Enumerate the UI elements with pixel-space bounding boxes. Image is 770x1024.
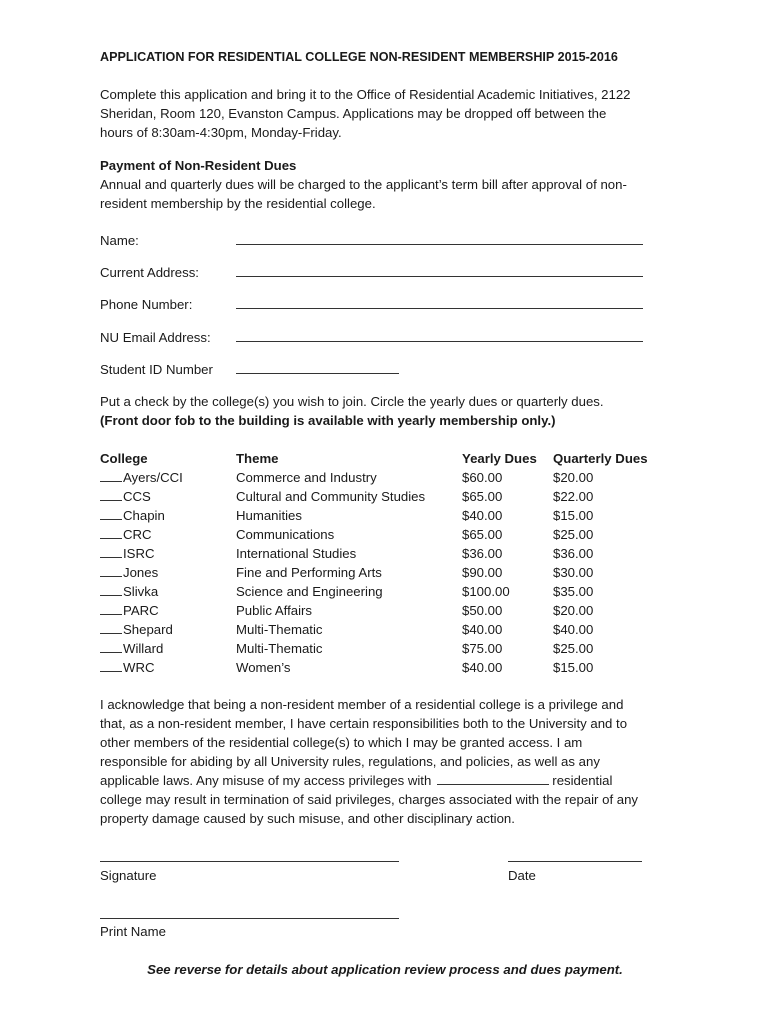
- yearly-dues-cell[interactable]: $50.00: [462, 603, 503, 618]
- quarterly-dues-cell[interactable]: $25.00: [553, 641, 594, 656]
- instructions-line: Put a check by the college(s) you wish to join. Circle the yearly dues or quarterly dues.: [100, 394, 604, 409]
- phone-label: Phone Number:: [100, 297, 193, 312]
- ack-line-text: residential: [552, 773, 613, 788]
- instructions: [100, 392, 680, 430]
- signature-field[interactable]: [100, 861, 399, 862]
- table-row: [100, 582, 663, 601]
- intro-paragraph: [100, 85, 680, 142]
- college-cell: [100, 658, 236, 677]
- footer-note: See reverse for details about application review process and dues payment.: [147, 962, 623, 977]
- yearly-dues-cell[interactable]: $40.00: [462, 508, 503, 523]
- intro-line: Sheridan, Room 120, Evanston Campus. Applications may be dropped off between the: [100, 106, 607, 121]
- intro-line: Complete this application and bring it to the Office of Residential Academic Initiatives, 2122: [100, 87, 631, 102]
- name-field[interactable]: [236, 244, 643, 245]
- table-row: [100, 468, 663, 487]
- college-checkbox-blank[interactable]: [100, 507, 122, 520]
- college-checkbox-blank[interactable]: [100, 469, 122, 482]
- table-row: [100, 639, 663, 658]
- table-row: [100, 544, 663, 563]
- quarterly-dues-cell[interactable]: $20.00: [553, 603, 594, 618]
- college-cell: [100, 601, 236, 620]
- quarterly-dues-cell[interactable]: $25.00: [553, 527, 594, 542]
- quarterly-dues-cell[interactable]: $30.00: [553, 565, 594, 580]
- quarterly-dues-cell[interactable]: $20.00: [553, 470, 594, 485]
- theme-cell: Women’s: [236, 660, 291, 675]
- yearly-dues-cell[interactable]: $100.00: [462, 584, 510, 599]
- college-cell: [100, 487, 236, 506]
- email-field[interactable]: [236, 341, 643, 342]
- theme-cell: Commerce and Industry: [236, 470, 377, 485]
- date-field[interactable]: [508, 861, 642, 862]
- college-name: Shepard: [123, 622, 173, 637]
- theme-cell: Science and Engineering: [236, 584, 383, 599]
- theme-cell: Communications: [236, 527, 335, 542]
- college-name: WRC: [123, 660, 155, 675]
- college-cell: [100, 582, 236, 601]
- quarterly-dues-cell[interactable]: $36.00: [553, 546, 594, 561]
- header-quarterly-dues: Quarterly Dues: [553, 451, 648, 466]
- payment-heading: Payment of Non-Resident Dues: [100, 158, 297, 173]
- college-checkbox-blank[interactable]: [100, 602, 122, 615]
- table-row: [100, 601, 663, 620]
- acknowledgement-paragraph: [100, 695, 700, 828]
- table-header-row: [100, 449, 663, 468]
- print-name-field[interactable]: [100, 918, 399, 919]
- college-cell: [100, 544, 236, 563]
- header-yearly-dues: Yearly Dues: [462, 451, 537, 466]
- ack-line: college may result in termination of said privileges, charges associated with the repair of any: [100, 792, 639, 807]
- ack-line: I acknowledge that being a non-resident member of a residential college is a privilege and: [100, 697, 624, 712]
- college-cell: [100, 525, 236, 544]
- theme-cell: Fine and Performing Arts: [236, 565, 382, 580]
- college-name: Ayers/CCI: [123, 470, 183, 485]
- payment-section: [100, 156, 680, 213]
- yearly-dues-cell[interactable]: $40.00: [462, 622, 503, 637]
- table-row: [100, 563, 663, 582]
- yearly-dues-cell[interactable]: $40.00: [462, 660, 503, 675]
- table-row: [100, 506, 663, 525]
- email-label: NU Email Address:: [100, 330, 211, 345]
- table-row: [100, 487, 663, 506]
- header-theme: Theme: [236, 451, 279, 466]
- college-checkbox-blank[interactable]: [100, 526, 122, 539]
- college-cell: [100, 620, 236, 639]
- intro-line: hours of 8:30am-4:30pm, Monday-Friday.: [100, 125, 342, 140]
- theme-cell: Multi-Thematic: [236, 622, 323, 637]
- college-checkbox-blank[interactable]: [100, 545, 122, 558]
- theme-cell: Cultural and Community Studies: [236, 489, 426, 504]
- payment-line: resident membership by the residential college.: [100, 196, 376, 211]
- header-college: College: [100, 451, 148, 466]
- quarterly-dues-cell[interactable]: $15.00: [553, 508, 594, 523]
- ack-line: other members of the residential college(s) to which I may be granted access. I am: [100, 735, 583, 750]
- signature-label: Signature: [100, 868, 157, 883]
- college-name: Willard: [123, 641, 164, 656]
- college-cell: [100, 506, 236, 525]
- college-name: Slivka: [123, 584, 159, 599]
- name-label: Name:: [100, 233, 139, 248]
- yearly-dues-cell[interactable]: $60.00: [462, 470, 503, 485]
- college-cell: [100, 563, 236, 582]
- college-cell: [100, 639, 236, 658]
- college-checkbox-blank[interactable]: [100, 488, 122, 501]
- college-table: [100, 449, 663, 677]
- yearly-dues-cell[interactable]: $90.00: [462, 565, 503, 580]
- ack-line: that, as a non-resident member, I have certain responsibilities both to the University and to: [100, 716, 628, 731]
- phone-field[interactable]: [236, 308, 643, 309]
- college-name-blank[interactable]: [437, 771, 549, 785]
- college-cell: [100, 468, 236, 487]
- date-label: Date: [508, 868, 536, 883]
- college-name: Chapin: [123, 508, 165, 523]
- college-name: PARC: [123, 603, 159, 618]
- yearly-dues-cell[interactable]: $65.00: [462, 527, 503, 542]
- college-checkbox-blank[interactable]: [100, 583, 122, 596]
- yearly-dues-cell[interactable]: $75.00: [462, 641, 503, 656]
- college-checkbox-blank[interactable]: [100, 621, 122, 634]
- college-checkbox-blank[interactable]: [100, 564, 122, 577]
- ack-line: [100, 771, 700, 790]
- instructions-note: (Front door fob to the building is available with yearly membership only.): [100, 413, 556, 428]
- student-id-field[interactable]: [236, 373, 399, 374]
- theme-cell: Multi-Thematic: [236, 641, 323, 656]
- college-checkbox-blank[interactable]: [100, 659, 122, 672]
- quarterly-dues-cell[interactable]: $15.00: [553, 660, 594, 675]
- quarterly-dues-cell[interactable]: $35.00: [553, 584, 594, 599]
- address-field[interactable]: [236, 276, 643, 277]
- table-row: [100, 620, 663, 639]
- college-name: ISRC: [123, 546, 155, 561]
- theme-cell: Humanities: [236, 508, 302, 523]
- quarterly-dues-cell[interactable]: $22.00: [553, 489, 594, 504]
- yearly-dues-cell[interactable]: $36.00: [462, 546, 503, 561]
- address-label: Current Address:: [100, 265, 199, 280]
- college-name: CCS: [123, 489, 151, 504]
- college-checkbox-blank[interactable]: [100, 640, 122, 653]
- print-name-label: Print Name: [100, 924, 166, 939]
- ack-line: property damage caused by such misuse, and other disciplinary action.: [100, 811, 515, 826]
- student-id-label: Student ID Number: [100, 362, 213, 377]
- yearly-dues-cell[interactable]: $65.00: [462, 489, 503, 504]
- table-row: [100, 525, 663, 544]
- college-name: CRC: [123, 527, 152, 542]
- ack-line: responsible for abiding by all University rules, regulations, and policies, as well as any: [100, 754, 600, 769]
- college-name: Jones: [123, 565, 159, 580]
- page-title: APPLICATION FOR RESIDENTIAL COLLEGE NON-RESIDENT MEMBERSHIP 2015-2016: [100, 50, 618, 64]
- theme-cell: Public Affairs: [236, 603, 312, 618]
- theme-cell: International Studies: [236, 546, 357, 561]
- quarterly-dues-cell[interactable]: $40.00: [553, 622, 594, 637]
- ack-line-text: applicable laws. Any misuse of my access privileges with: [100, 773, 432, 788]
- payment-line: Annual and quarterly dues will be charged to the applicant’s term bill after approval of non-: [100, 177, 627, 192]
- table-row: [100, 658, 663, 677]
